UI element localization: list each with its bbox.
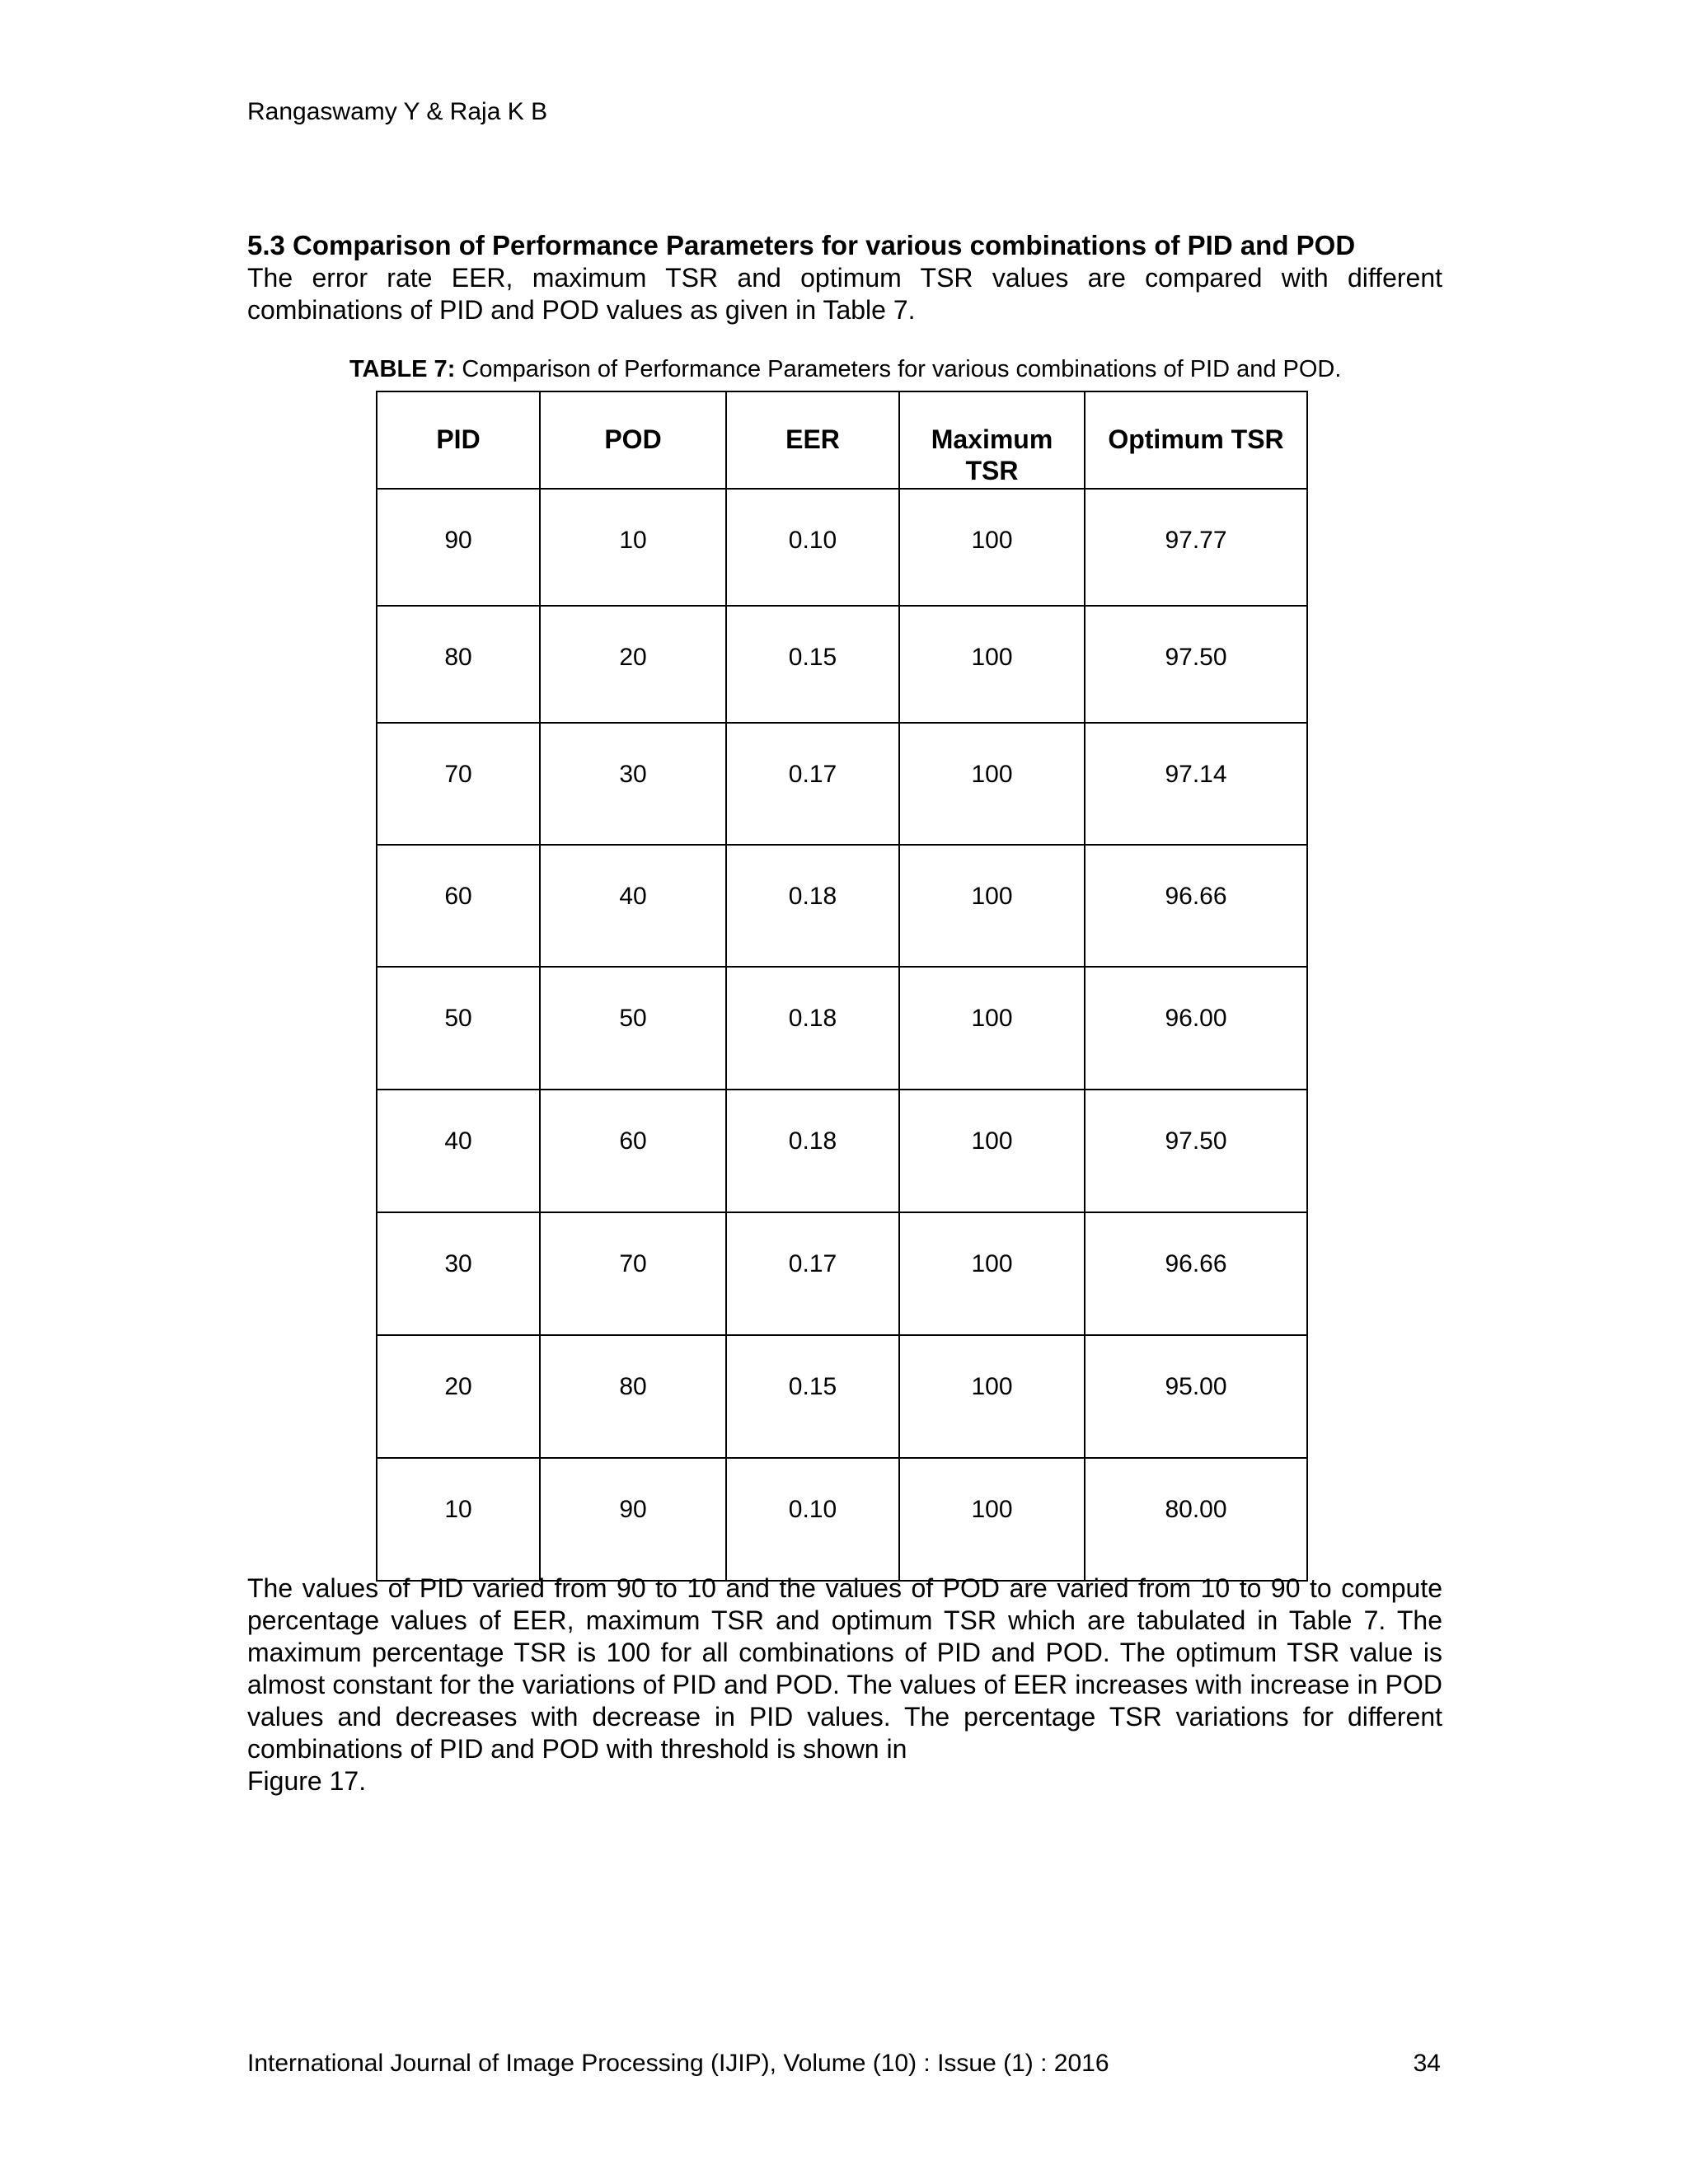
header-pod: POD: [540, 391, 726, 489]
cell-eer: 0.18: [726, 967, 899, 1090]
cell-max-tsr: 100: [899, 606, 1085, 723]
cell-optimum-tsr: 96.66: [1085, 1212, 1307, 1335]
cell-eer: 0.10: [726, 1458, 899, 1581]
header-max-tsr-line-1: Maximum: [931, 424, 1053, 454]
cell-pid: 40: [377, 1090, 540, 1212]
cell-optimum-tsr: 80.00: [1085, 1458, 1307, 1581]
cell-pid: 60: [377, 845, 540, 967]
cell-pid: 90: [377, 489, 540, 606]
cell-eer: 0.10: [726, 489, 899, 606]
cell-pod: 10: [540, 489, 726, 606]
cell-max-tsr: 100: [899, 967, 1085, 1090]
cell-pod: 20: [540, 606, 726, 723]
cell-pod: 50: [540, 967, 726, 1090]
footer-journal: International Journal of Image Processing (IJIP), Volume (10) : Issue (1) : 2016: [247, 2050, 1109, 2077]
cell-pod: 90: [540, 1458, 726, 1581]
cell-pod: 70: [540, 1212, 726, 1335]
header-max-tsr: [899, 391, 1085, 489]
footer-page-number: 34: [1413, 2050, 1441, 2077]
table-row: [377, 1458, 1307, 1581]
table-caption-text: Comparison of Performance Parameters for various combinations of PID and POD.: [462, 356, 1342, 382]
discussion-text: The values of PID varied from 90 to 10 and the values of POD are varied from 10 to 90 to compute percentage values of EER, maximum TSR and optimum TSR which are tabulated in Table 7. The maximum percentage TSR is 100 for all combinations of PID and POD. The optimum TSR value is almost constant for the variations of PID and POD. The values of EER increases with increase in POD values and decreases with decrease in PID values. The percentage TSR variations for different combinations of PID and POD with threshold is shown in: [247, 1573, 1442, 1764]
table-row: [377, 967, 1307, 1090]
table-row: [377, 1212, 1307, 1335]
section-5-3: [247, 229, 1442, 326]
cell-eer: 0.18: [726, 1090, 899, 1212]
cell-eer: 0.15: [726, 1335, 899, 1458]
cell-optimum-tsr: 96.00: [1085, 967, 1307, 1090]
cell-pod: 40: [540, 845, 726, 967]
cell-eer: 0.18: [726, 845, 899, 967]
table-row: [377, 489, 1307, 606]
running-head-authors: Rangaswamy Y & Raja K B: [247, 98, 548, 125]
cell-max-tsr: 100: [899, 1458, 1085, 1581]
table-header-row: [377, 391, 1307, 489]
intro-text-line-1: The error rate EER, maximum TSR and optimum TSR values are compared with different: [247, 263, 1442, 293]
table-row: [377, 606, 1307, 723]
cell-eer: 0.15: [726, 606, 899, 723]
header-eer: EER: [726, 391, 899, 489]
cell-pid: 20: [377, 1335, 540, 1458]
cell-pid: 10: [377, 1458, 540, 1581]
table-row: [377, 1335, 1307, 1458]
cell-pid: 50: [377, 967, 540, 1090]
table-row: [377, 845, 1307, 967]
section-heading: 5.3 Comparison of Performance Parameters for various combinations of PID and POD: [247, 230, 1356, 260]
table-row: [377, 723, 1307, 845]
table-caption-label: TABLE 7:: [349, 356, 456, 382]
cell-optimum-tsr: 97.14: [1085, 723, 1307, 845]
header-optimum-tsr: Optimum TSR: [1085, 391, 1307, 489]
cell-max-tsr: 100: [899, 723, 1085, 845]
cell-max-tsr: 100: [899, 489, 1085, 606]
table-caption: [349, 354, 1421, 384]
cell-optimum-tsr: 97.50: [1085, 1090, 1307, 1212]
cell-optimum-tsr: 97.77: [1085, 489, 1307, 606]
performance-table: [376, 391, 1308, 1582]
cell-max-tsr: 100: [899, 845, 1085, 967]
cell-max-tsr: 100: [899, 1090, 1085, 1212]
cell-eer: 0.17: [726, 1212, 899, 1335]
cell-pid: 70: [377, 723, 540, 845]
cell-max-tsr: 100: [899, 1335, 1085, 1458]
header-max-tsr-line-2: TSR: [965, 456, 1019, 485]
cell-eer: 0.17: [726, 723, 899, 845]
cell-pid: 30: [377, 1212, 540, 1335]
cell-pod: 60: [540, 1090, 726, 1212]
cell-pod: 80: [540, 1335, 726, 1458]
discussion-paragraph: [247, 1572, 1442, 1797]
table-row: [377, 1090, 1307, 1212]
cell-max-tsr: 100: [899, 1212, 1085, 1335]
discussion-text-end: Figure 17.: [247, 1766, 367, 1796]
header-pid: PID: [377, 391, 540, 489]
cell-optimum-tsr: 95.00: [1085, 1335, 1307, 1458]
intro-text-line-2: combinations of PID and POD values as given in Table 7.: [247, 295, 916, 325]
cell-optimum-tsr: 96.66: [1085, 845, 1307, 967]
cell-optimum-tsr: 97.50: [1085, 606, 1307, 723]
cell-pid: 80: [377, 606, 540, 723]
cell-pod: 30: [540, 723, 726, 845]
